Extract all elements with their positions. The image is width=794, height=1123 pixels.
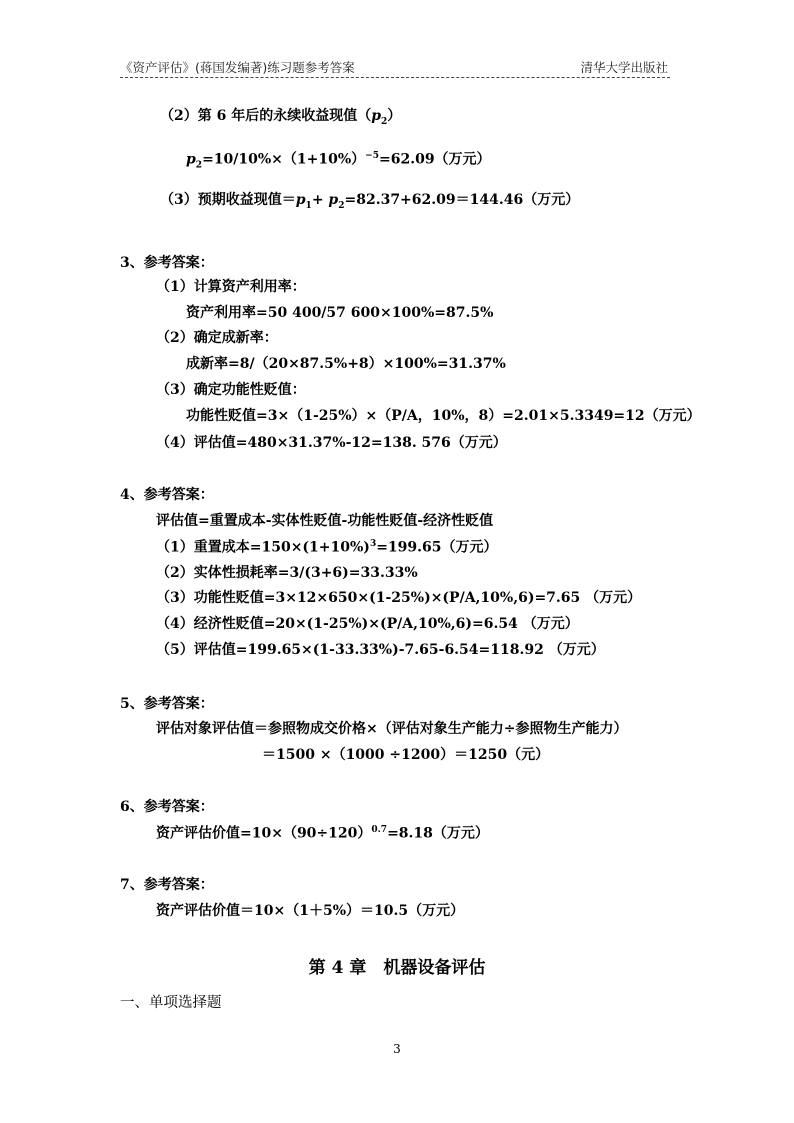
running-header-publisher: 清华大学出版社: [580, 60, 668, 75]
q3-step2-formula: 成新率=8/（20×87.5%+8）×100%=31.37%: [186, 356, 506, 372]
q4-step5: （5）评估值=199.65×(1-33.33%)-7.65-6.54=118.92 （万元）: [156, 642, 605, 658]
q2-step2-heading: （2）第 6 年后的永续收益现值$(p_2)$: [160, 108, 402, 127]
q3-step4: （4）评估值=480×31.37%-12=138. 576（万元）: [156, 435, 507, 451]
chapter-title: 第 4 章 机器设备评估: [308, 958, 486, 978]
q3-step3: （3）确定功能性贬值：: [156, 382, 306, 398]
section-heading: 一、单项选择题: [120, 995, 222, 1011]
q5-formula-2: ＝1500 ×（1000 ÷1200）＝1250（元）: [262, 747, 550, 763]
q3-step2: （2）确定成新率：: [156, 330, 278, 346]
q5-heading: 5、参考答案：: [120, 696, 214, 712]
q4-formula: 评估值=重置成本-实体性贬值-功能性贬值-经济性贬值: [156, 513, 494, 529]
header-dashed-rule: [120, 77, 670, 78]
q5-formula-1: 评估对象评估值＝参照物成交价格×（评估对象生产能力÷参照物生产能力）: [156, 721, 628, 737]
q3-step1-formula: 资产利用率=50 400/57 600×100%=87.5%: [186, 305, 494, 321]
q4-step2: （2）实体性损耗率=3/(3+6)=33.33%: [156, 565, 418, 581]
q6-formula: 资产评估价值$=10\times(90\div 120)^{0.7}=8.18$（万元）: [156, 825, 489, 842]
q7-formula: 资产评估价值＝10×（1＋5%）＝10.5（万元）: [156, 903, 465, 919]
q2-step3-formula: （3）预期收益现值$=p_1+ p_2=82.37+62.09=144.46$（万元）: [160, 192, 580, 211]
q4-heading: 4、参考答案：: [120, 487, 214, 503]
page-number: 3: [393, 1042, 401, 1056]
q6-heading: 6、参考答案：: [120, 799, 214, 815]
q3-heading: 3、参考答案：: [120, 255, 214, 271]
q2-step2-formula: $p_2=10/10\%\times(1+10\%)^{-5}=62.09$（万元）: [186, 151, 491, 171]
running-header-title: 《资产评估》(蒋国发编著)练习题参考答案: [120, 60, 355, 75]
q4-step4: （4）经济性贬值=20×(1-25%)×(P/A,10%,6)=6.54 （万元）: [156, 616, 579, 632]
q7-heading: 7、参考答案：: [120, 877, 214, 893]
q4-step1: （1）重置成本$=150\times(1+10\%)^3=199.65$（万元）: [156, 539, 498, 556]
q3-step1: （1）计算资产利用率：: [156, 279, 306, 295]
q3-step3-formula: 功能性贬值=3×（1-25%）×（P/A，10%，8）=2.01×5.3349=12（万元）: [186, 408, 701, 424]
q4-step3: （3）功能性贬值=3×12×650×(1-25%)×(P/A,10%,6)=7.65 （万元）: [156, 590, 642, 606]
